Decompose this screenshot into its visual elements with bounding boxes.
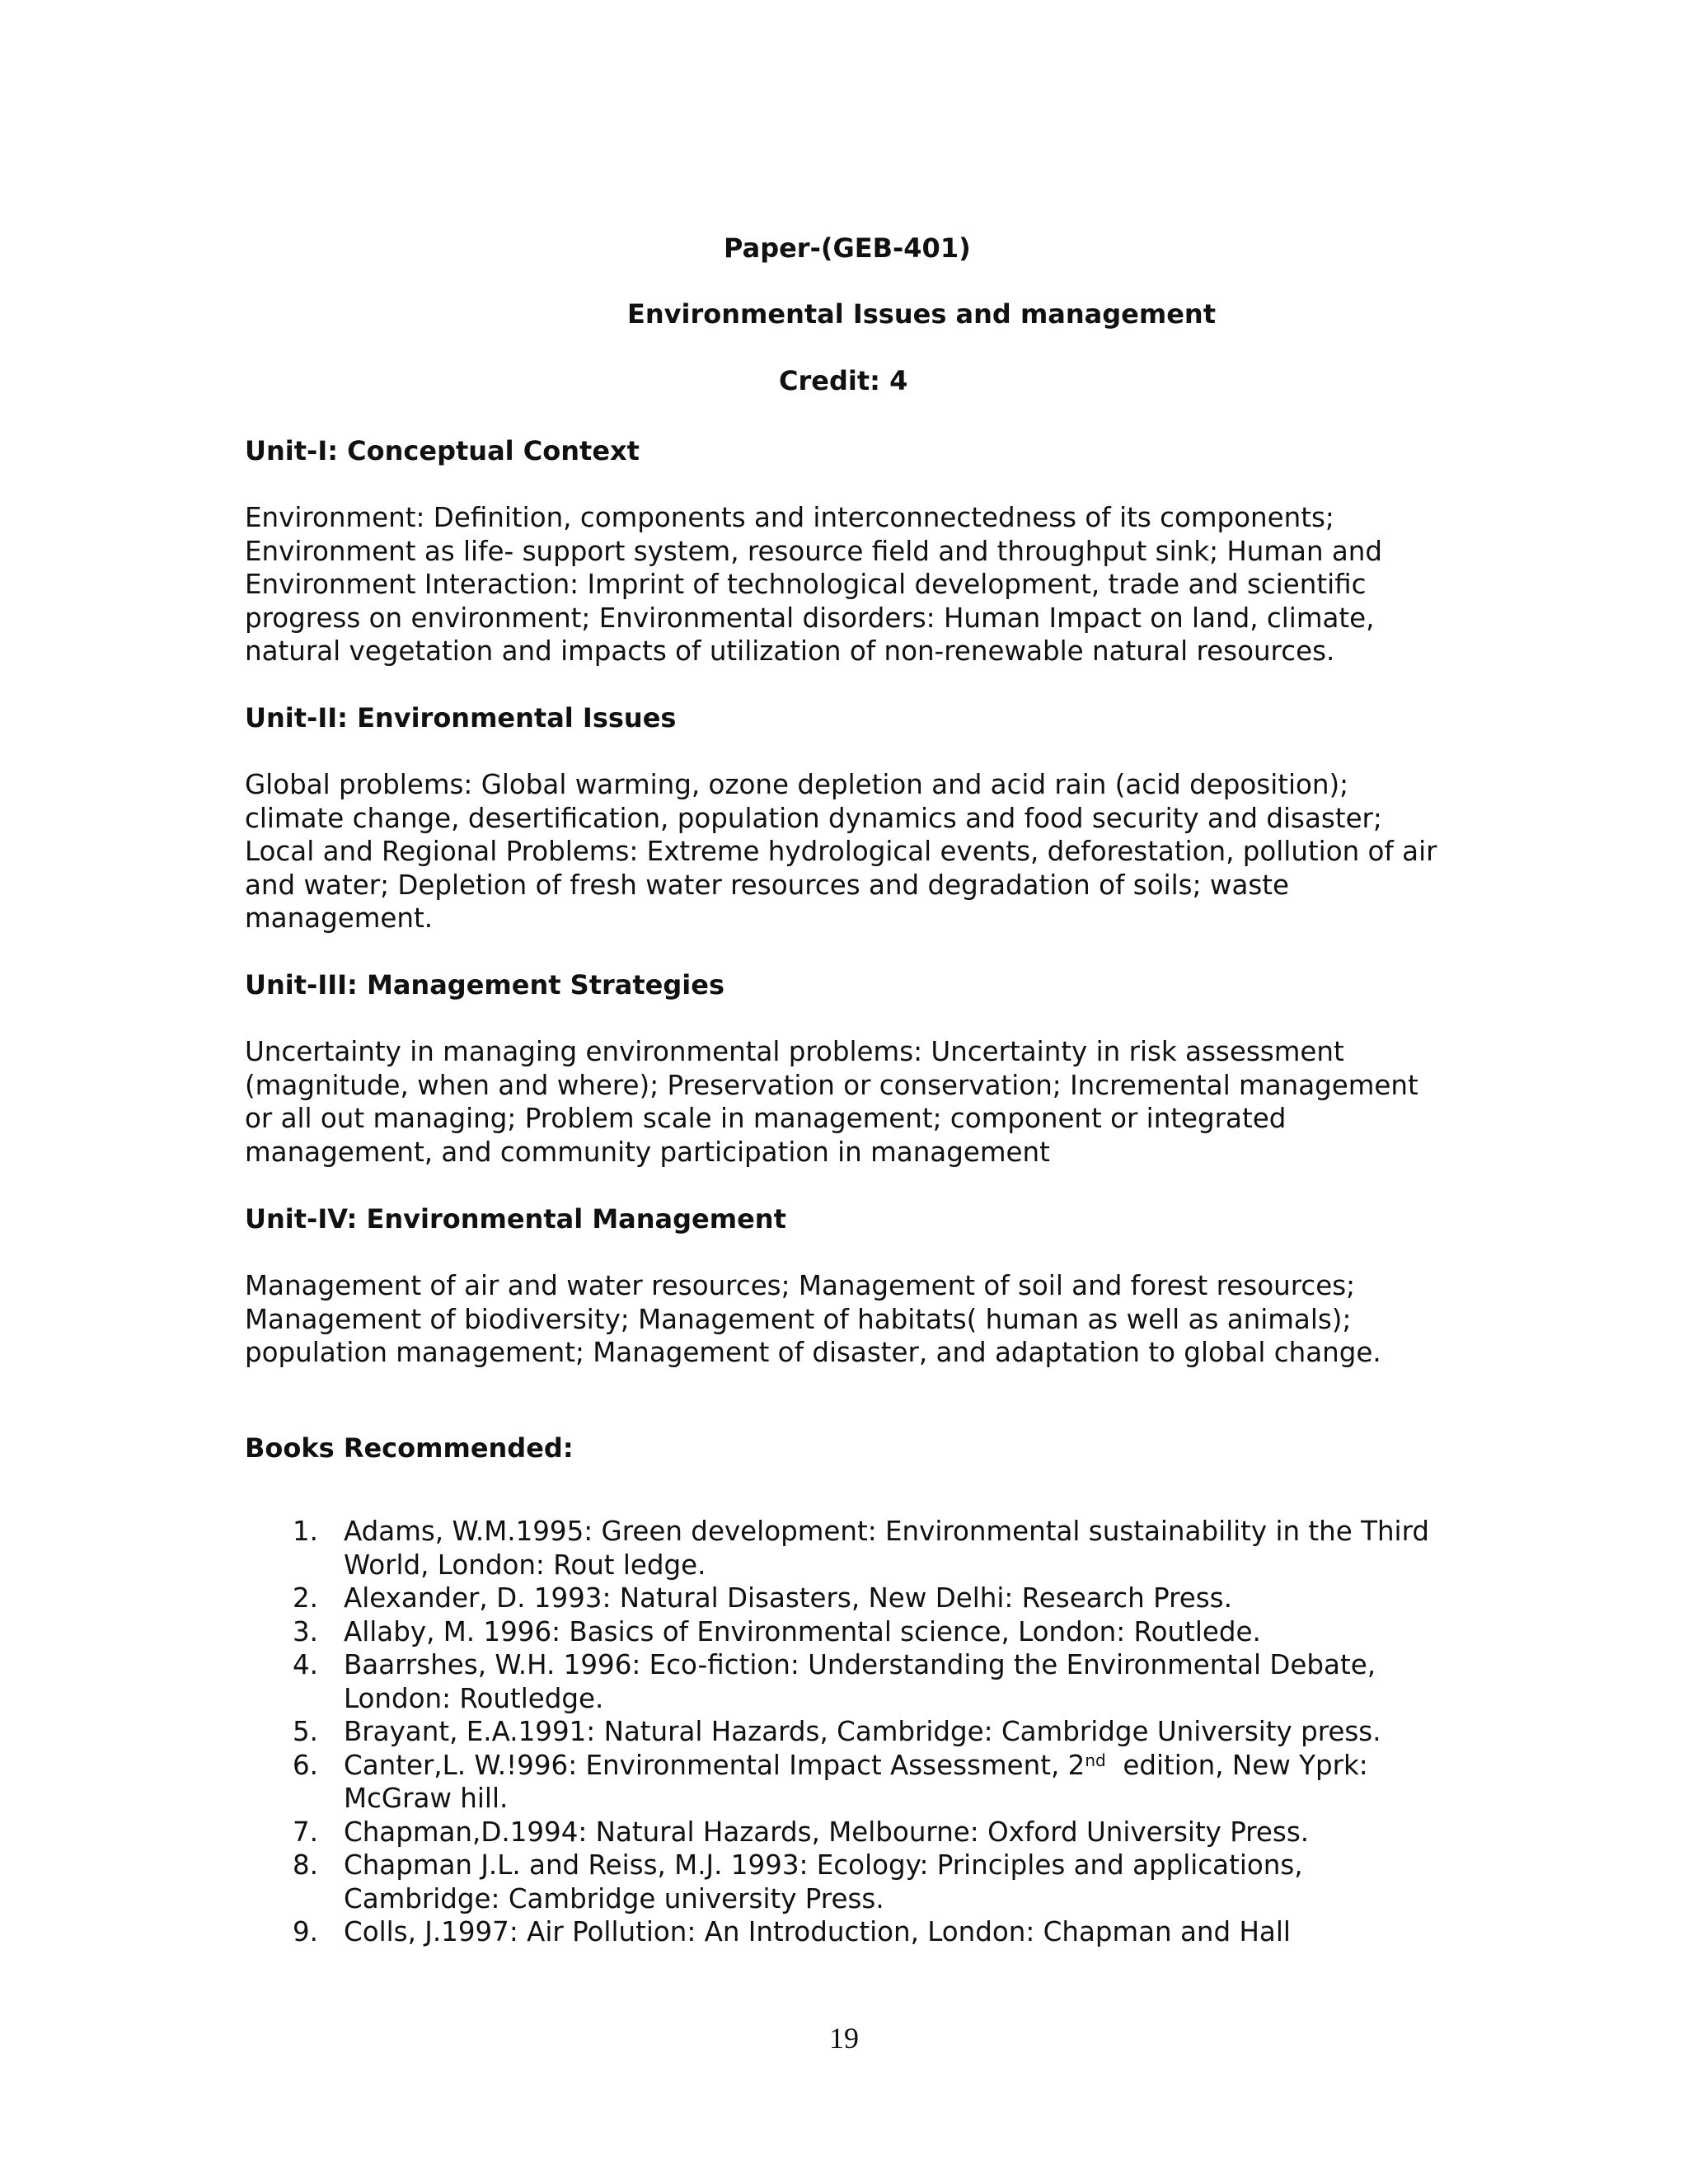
book-line: Chapman J.L. and Reiss, M.J. 1993: Ecology: Principles and applications, xyxy=(344,1849,1303,1881)
book-line: Colls, J.1997: Air Pollution: An Introduction, London: Chapman and Hall xyxy=(344,1916,1291,1947)
unit-2-description xyxy=(245,768,1448,935)
book-line: Chapman,D.1994: Natural Hazards, Melbourne: Oxford University Press. xyxy=(344,1816,1310,1848)
unit-3-line: Uncertainty in managing environmental problems: Uncertainty in risk assessment xyxy=(245,1036,1344,1067)
unit-1-description xyxy=(245,501,1448,668)
book-line: Brayant, E.A.1991: Natural Hazards, Cambridge: Cambridge University press. xyxy=(344,1716,1381,1747)
book-number: 1. xyxy=(293,1516,319,1547)
unit-2-line: Global problems: Global warming, ozone depletion and acid rain (acid deposition); xyxy=(245,769,1349,800)
unit-1-line: natural vegetation and impacts of utilization of non-renewable natural resources. xyxy=(245,635,1335,667)
unit-3-heading: Unit-III: Management Strategies xyxy=(245,969,724,1001)
unit-3-line: management, and community participation in management xyxy=(245,1136,1050,1168)
book-line: London: Routledge. xyxy=(344,1682,604,1714)
book-item xyxy=(245,1915,1448,1949)
page-number: 19 xyxy=(829,2022,859,2055)
book-number: 6. xyxy=(293,1749,319,1781)
unit-2-line: climate change, desertification, population dynamics and food security and disaster; xyxy=(245,802,1382,834)
book-item xyxy=(245,1648,1448,1715)
book-item xyxy=(245,1749,1448,1816)
books-list xyxy=(245,1515,1448,1949)
book-number: 5. xyxy=(293,1716,319,1747)
book-line: Adams, W.M.1995: Green development: Environmental sustainability in the Third xyxy=(344,1516,1429,1547)
book-line: Allaby, M. 1996: Basics of Environmental science, London: Routlede. xyxy=(344,1615,1261,1647)
paper-code: Paper-(GEB-401) xyxy=(724,232,971,264)
paper-title: Environmental Issues and management xyxy=(627,298,1216,330)
unit-1-line: Environment: Definition, components and interconnectedness of its components; xyxy=(245,502,1334,533)
unit-2-line: management. xyxy=(245,902,434,934)
book-item xyxy=(245,1615,1448,1649)
book-line: McGraw hill. xyxy=(344,1783,509,1814)
book-number: 7. xyxy=(293,1816,319,1848)
unit-3-description xyxy=(245,1035,1448,1169)
unit-3-line: (magnitude, when and where); Preservation or conservation; Incremental management xyxy=(245,1069,1418,1101)
book-line: Alexander, D. 1993: Natural Disasters, New Delhi: Research Press. xyxy=(344,1582,1232,1614)
book-item xyxy=(245,1849,1448,1915)
unit-2-heading: Unit-II: Environmental Issues xyxy=(245,702,677,733)
book-number: 4. xyxy=(293,1649,319,1680)
books-heading: Books Recommended: xyxy=(245,1432,574,1464)
book-line: Cambridge: Cambridge university Press. xyxy=(344,1882,884,1915)
book-item xyxy=(245,1715,1448,1749)
book-number: 2. xyxy=(293,1582,319,1614)
unit-4-line: Management of air and water resources; Management of soil and forest resources; xyxy=(245,1270,1356,1301)
unit-1-line: progress on environment; Environmental disorders: Human Impact on land, climate, xyxy=(245,602,1375,634)
book-line-text: Canter,L. W.!996: Environmental Impact Assessment, 2 xyxy=(344,1749,1085,1781)
unit-1-line: Environment as life- support system, resource field and throughput sink; Human and xyxy=(245,535,1383,567)
book-line: World, London: Rout ledge. xyxy=(344,1549,706,1581)
unit-4-line: Management of biodiversity; Management of habitats( human as well as animals); xyxy=(245,1303,1352,1335)
book-item xyxy=(245,1515,1448,1582)
book-number: 3. xyxy=(293,1615,319,1647)
book-item xyxy=(245,1816,1448,1849)
book-line-text: edition, New Yprk: xyxy=(1105,1749,1368,1781)
book-line xyxy=(344,1749,1448,1783)
unit-4-line: population management; Management of disaster, and adaptation to global change. xyxy=(245,1337,1381,1368)
unit-4-description xyxy=(245,1269,1448,1370)
book-number: 8. xyxy=(293,1849,319,1881)
ordinal-suffix: nd xyxy=(1085,1750,1106,1770)
book-item xyxy=(245,1582,1448,1615)
unit-4-heading: Unit-IV: Environmental Management xyxy=(245,1203,786,1235)
unit-1-heading: Unit-I: Conceptual Context xyxy=(245,435,640,466)
book-number: 9. xyxy=(293,1916,319,1947)
book-line: Baarrshes, W.H. 1996: Eco-fiction: Understanding the Environmental Debate, xyxy=(344,1649,1376,1680)
unit-2-line: and water; Depletion of fresh water resources and degradation of soils; waste xyxy=(245,869,1290,901)
unit-2-line: Local and Regional Problems: Extreme hydrological events, deforestation, pollution of air xyxy=(245,836,1437,867)
credit-label: Credit: 4 xyxy=(779,365,908,396)
unit-3-line: or all out managing; Problem scale in management; component or integrated xyxy=(245,1103,1287,1134)
unit-1-line: Environment Interaction: Imprint of technological development, trade and scientific xyxy=(245,569,1367,600)
